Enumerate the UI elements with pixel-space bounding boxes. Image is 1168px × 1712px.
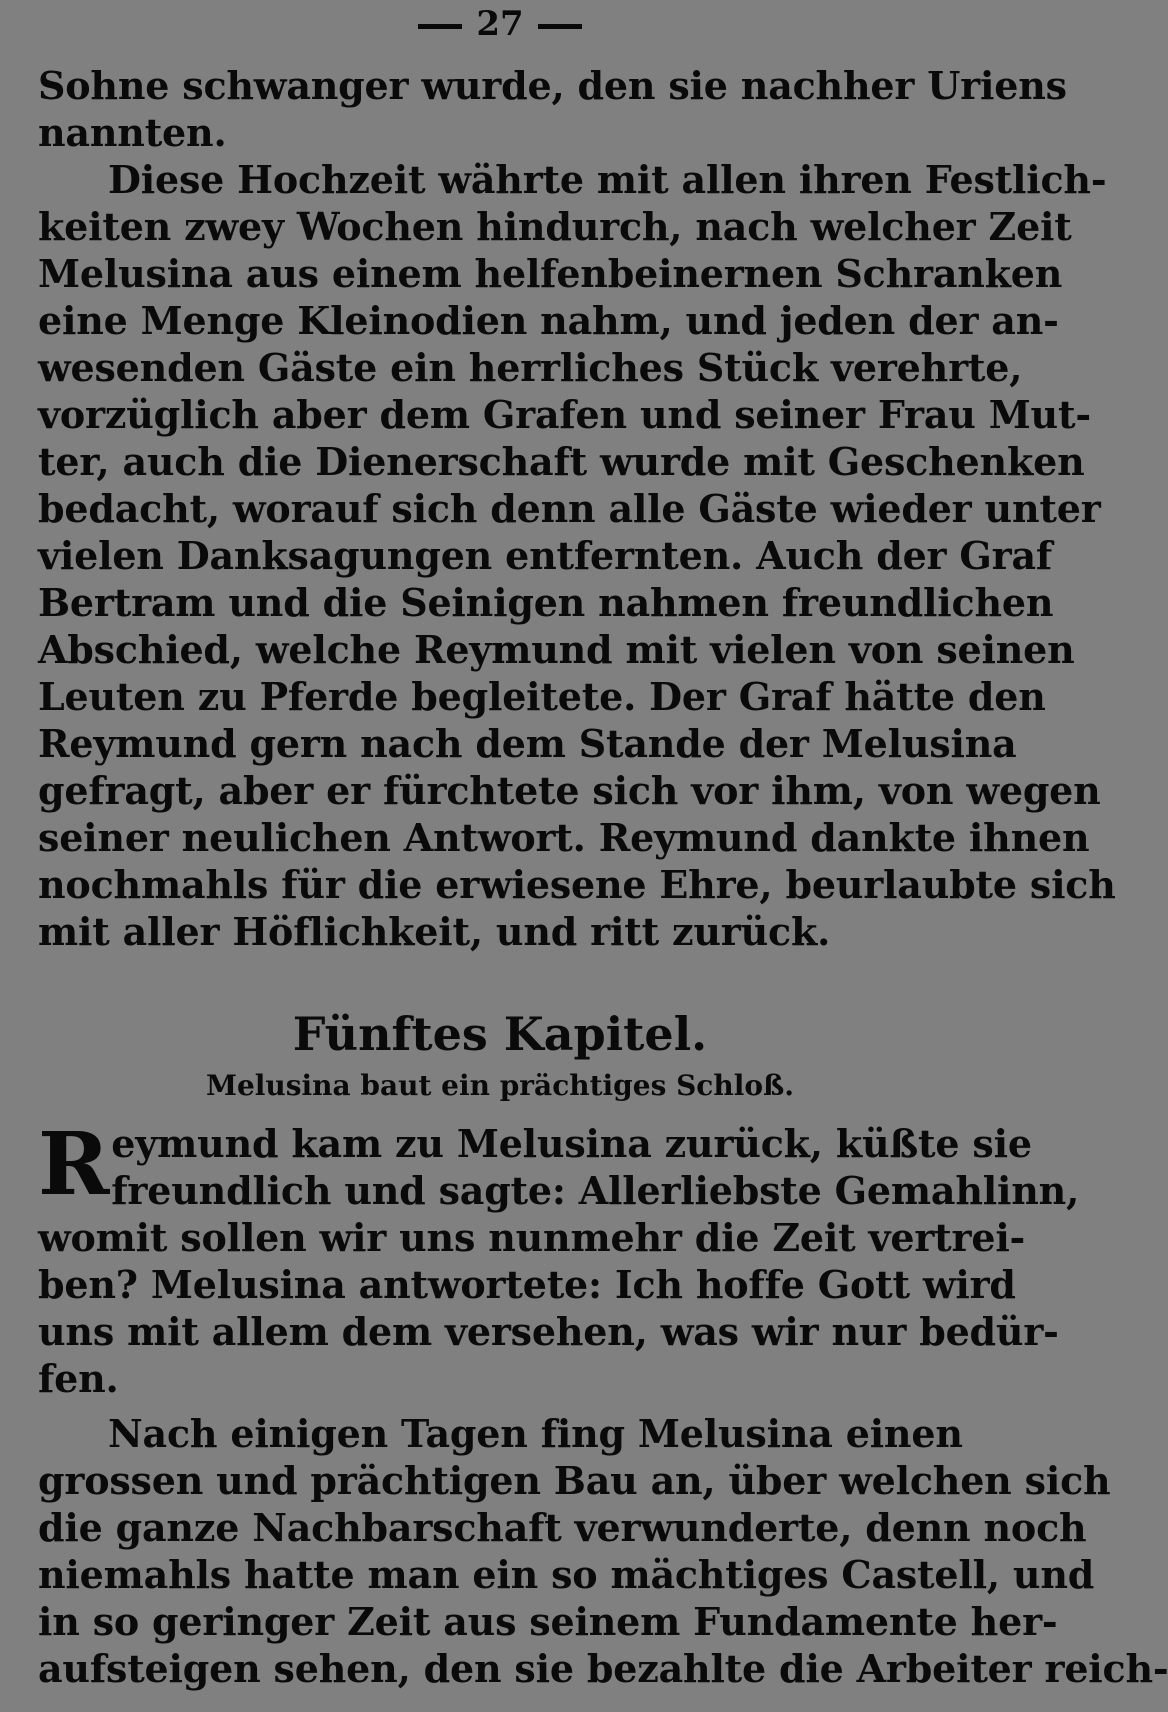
text-line: Nach einigen Tagen fing Melusina einen (108, 1411, 963, 1456)
text-line: Diese Hochzeit währte mit allen ihren Festlich- (108, 157, 1107, 202)
text-line: vorzüglich aber dem Grafen und seiner Frau Mut- (38, 392, 1091, 437)
header-dash-left (418, 24, 462, 29)
text-line: womit sollen wir uns nunmehr die Zeit vertrei- (38, 1215, 1026, 1260)
paragraph-3 (38, 1410, 1168, 1692)
text-line: die ganze Nachbarschaft verwunderte, denn noch (38, 1505, 1087, 1550)
text-line: Reymund gern nach dem Stande der Melusina (38, 721, 1017, 766)
text-line: mit aller Höflichkeit, und ritt zurück. (38, 909, 831, 954)
text-line: wesenden Gäste ein herrliches Stück verehrte, (38, 345, 1023, 390)
page-number: 27 (476, 4, 524, 44)
text-line: keiten zwey Wochen hindurch, nach welcher Zeit (38, 204, 1072, 249)
text-line: eine Menge Kleinodien nahm, und jeden der an- (38, 298, 1059, 343)
paragraph-2 (38, 1114, 1080, 1402)
text-line: aufsteigen sehen, den sie bezahlte die Arbeiter reich- (38, 1646, 1168, 1691)
text-line: freundlich und sagte: Allerliebste Gemahlinn, (111, 1168, 1080, 1213)
header-dash-right (538, 24, 582, 29)
text-line: fen. (38, 1356, 119, 1401)
text-line: nannten. (38, 110, 227, 155)
text-line: uns mit allem dem versehen, was wir nur bedür- (38, 1309, 1059, 1354)
text-line: niemahls hatte man ein so mächtiges Castell, und (38, 1552, 1095, 1597)
text-line: in so geringer Zeit aus seinem Fundamente her- (38, 1599, 1058, 1644)
chapter-title: Fünftes Kapitel. (292, 1007, 708, 1061)
text-line: ben? Melusina antwortete: Ich hoffe Gott wird (38, 1262, 1016, 1307)
text-line: Sohne schwanger wurde, den sie nachher Uriens (38, 63, 1067, 108)
text-line: bedacht, worauf sich denn alle Gäste wieder unter (38, 486, 1101, 531)
text-line: Melusina aus einem helfenbeinernen Schranken (38, 251, 1063, 296)
text-line: ter, auch die Dienerschaft wurde mit Geschenken (38, 439, 1085, 484)
text-line: Leuten zu Pferde begleitete. Der Graf hätte den (38, 674, 1046, 719)
text-line: seiner neulichen Antwort. Reymund dankte ihnen (38, 815, 1090, 860)
paragraph-1 (38, 62, 1116, 955)
text-line: grossen und prächtigen Bau an, über welchen sich (38, 1458, 1111, 1503)
text-line: eymund kam zu Melusina zurück, küßte sie (111, 1121, 1032, 1166)
page-header (0, 4, 1000, 44)
text-line: Bertram und die Seinigen nahmen freundlichen (38, 580, 1054, 625)
drop-cap: R (38, 1114, 110, 1215)
text-line: Abschied, welche Reymund mit vielen von seinen (38, 627, 1075, 672)
text-line: nochmahls für die erwiesene Ehre, beurlaubte sich (38, 862, 1116, 907)
chapter-subtitle: Melusina baut ein prächtiges Schloß. (205, 1069, 795, 1102)
text-line: vielen Danksagungen entfernten. Auch der Graf (38, 533, 1053, 578)
text-line: gefragt, aber er fürchtete sich vor ihm, von wegen (38, 768, 1101, 813)
